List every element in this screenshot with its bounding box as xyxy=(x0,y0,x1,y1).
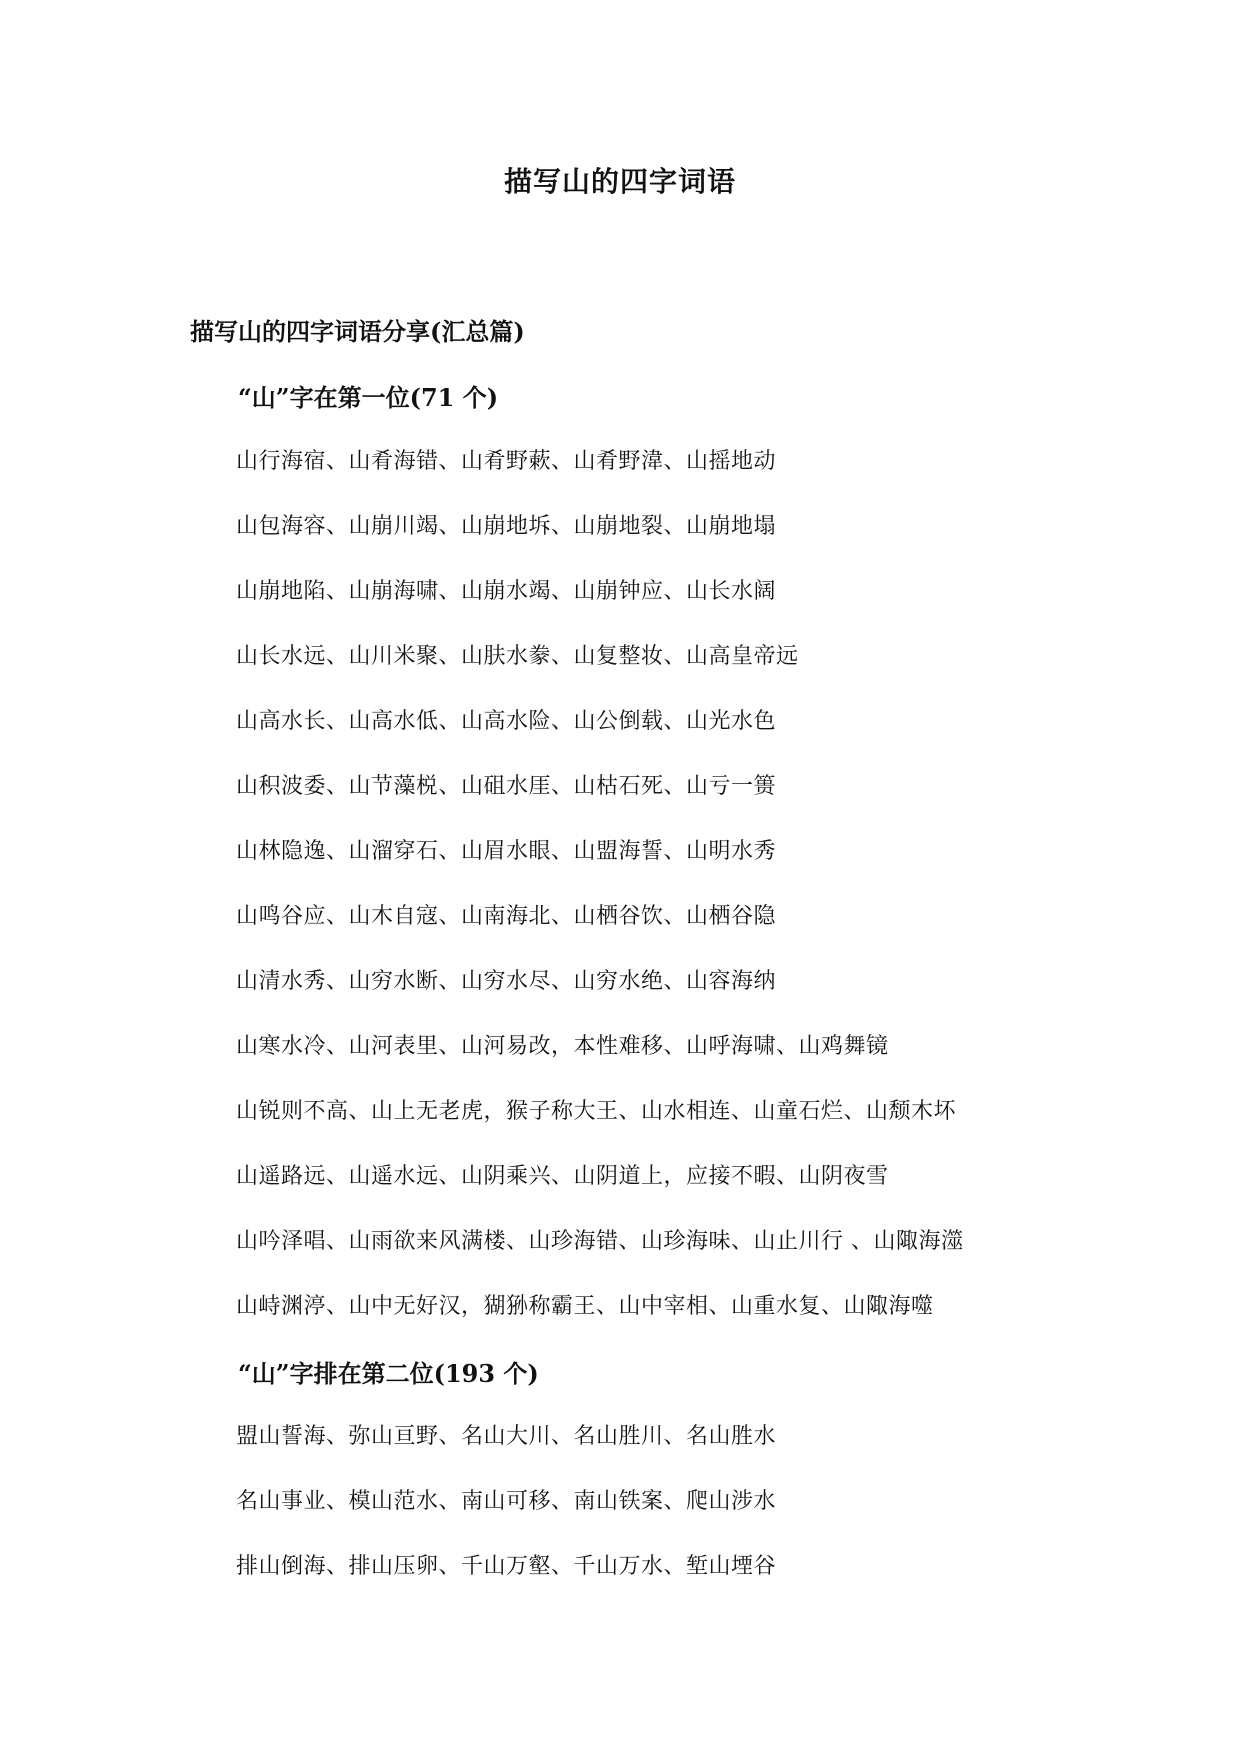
subsection-heading: “山”字排在第二位(193 个) xyxy=(238,1359,539,1388)
phrase-line: 山长水远、山川米聚、山肤水豢、山复整妆、山高皇帝远 xyxy=(236,644,799,669)
phrase-line: 山林隐逸、山溜穿石、山眉水眼、山盟海誓、山明水秀 xyxy=(236,839,777,864)
phrase-line: 山寒水冷、山河表里、山河易改，本性难移、山呼海啸、山鸡舞镜 xyxy=(236,1034,889,1059)
document-title: 描写山的四字词语 xyxy=(503,165,736,198)
phrase-line: 盟山誓海、弥山亘野、名山大川、名山胜川、名山胜水 xyxy=(236,1424,777,1449)
phrase-line: 山吟泽唱、山雨欲来风满楼、山珍海错、山珍海味、山止川行 、山陬海澨 xyxy=(236,1229,964,1254)
phrase-line: 排山倒海、排山压卵、千山万壑、千山万水、堑山堙谷 xyxy=(236,1554,777,1579)
phrase-line: 山清水秀、山穷水断、山穷水尽、山穷水绝、山容海纳 xyxy=(236,969,777,994)
phrase-line: 山行海宿、山肴海错、山肴野蔌、山肴野湋、山摇地动 xyxy=(236,449,777,474)
section-heading: 描写山的四字词语分享(汇总篇) xyxy=(190,317,525,346)
phrase-line: 山积波委、山节藻棁、山砠水厓、山枯石死、山亏一篑 xyxy=(236,774,777,799)
phrase-line: 名山事业、模山范水、南山可移、南山铁案、爬山涉水 xyxy=(236,1489,777,1514)
phrase-line: 山包海容、山崩川竭、山崩地坼、山崩地裂、山崩地塌 xyxy=(236,514,777,539)
phrase-line: 山崩地陷、山崩海啸、山崩水竭、山崩钟应、山长水阔 xyxy=(236,579,777,604)
subsection-heading: “山”字在第一位(71 个) xyxy=(238,383,499,412)
phrase-line: 山高水长、山高水低、山高水险、山公倒载、山光水色 xyxy=(236,709,777,734)
phrase-line: 山锐则不高、山上无老虎，猴子称大王、山水相连、山童石烂、山颓木坏 xyxy=(236,1099,957,1124)
phrase-line: 山峙渊渟、山中无好汉，猢狲称霸王、山中宰相、山重水复、山陬海噬 xyxy=(236,1294,934,1319)
phrase-line: 山鸣谷应、山木自寇、山南海北、山栖谷饮、山栖谷隐 xyxy=(236,904,777,929)
phrase-line: 山遥路远、山遥水远、山阴乘兴、山阴道上，应接不暇、山阴夜雪 xyxy=(236,1164,889,1189)
